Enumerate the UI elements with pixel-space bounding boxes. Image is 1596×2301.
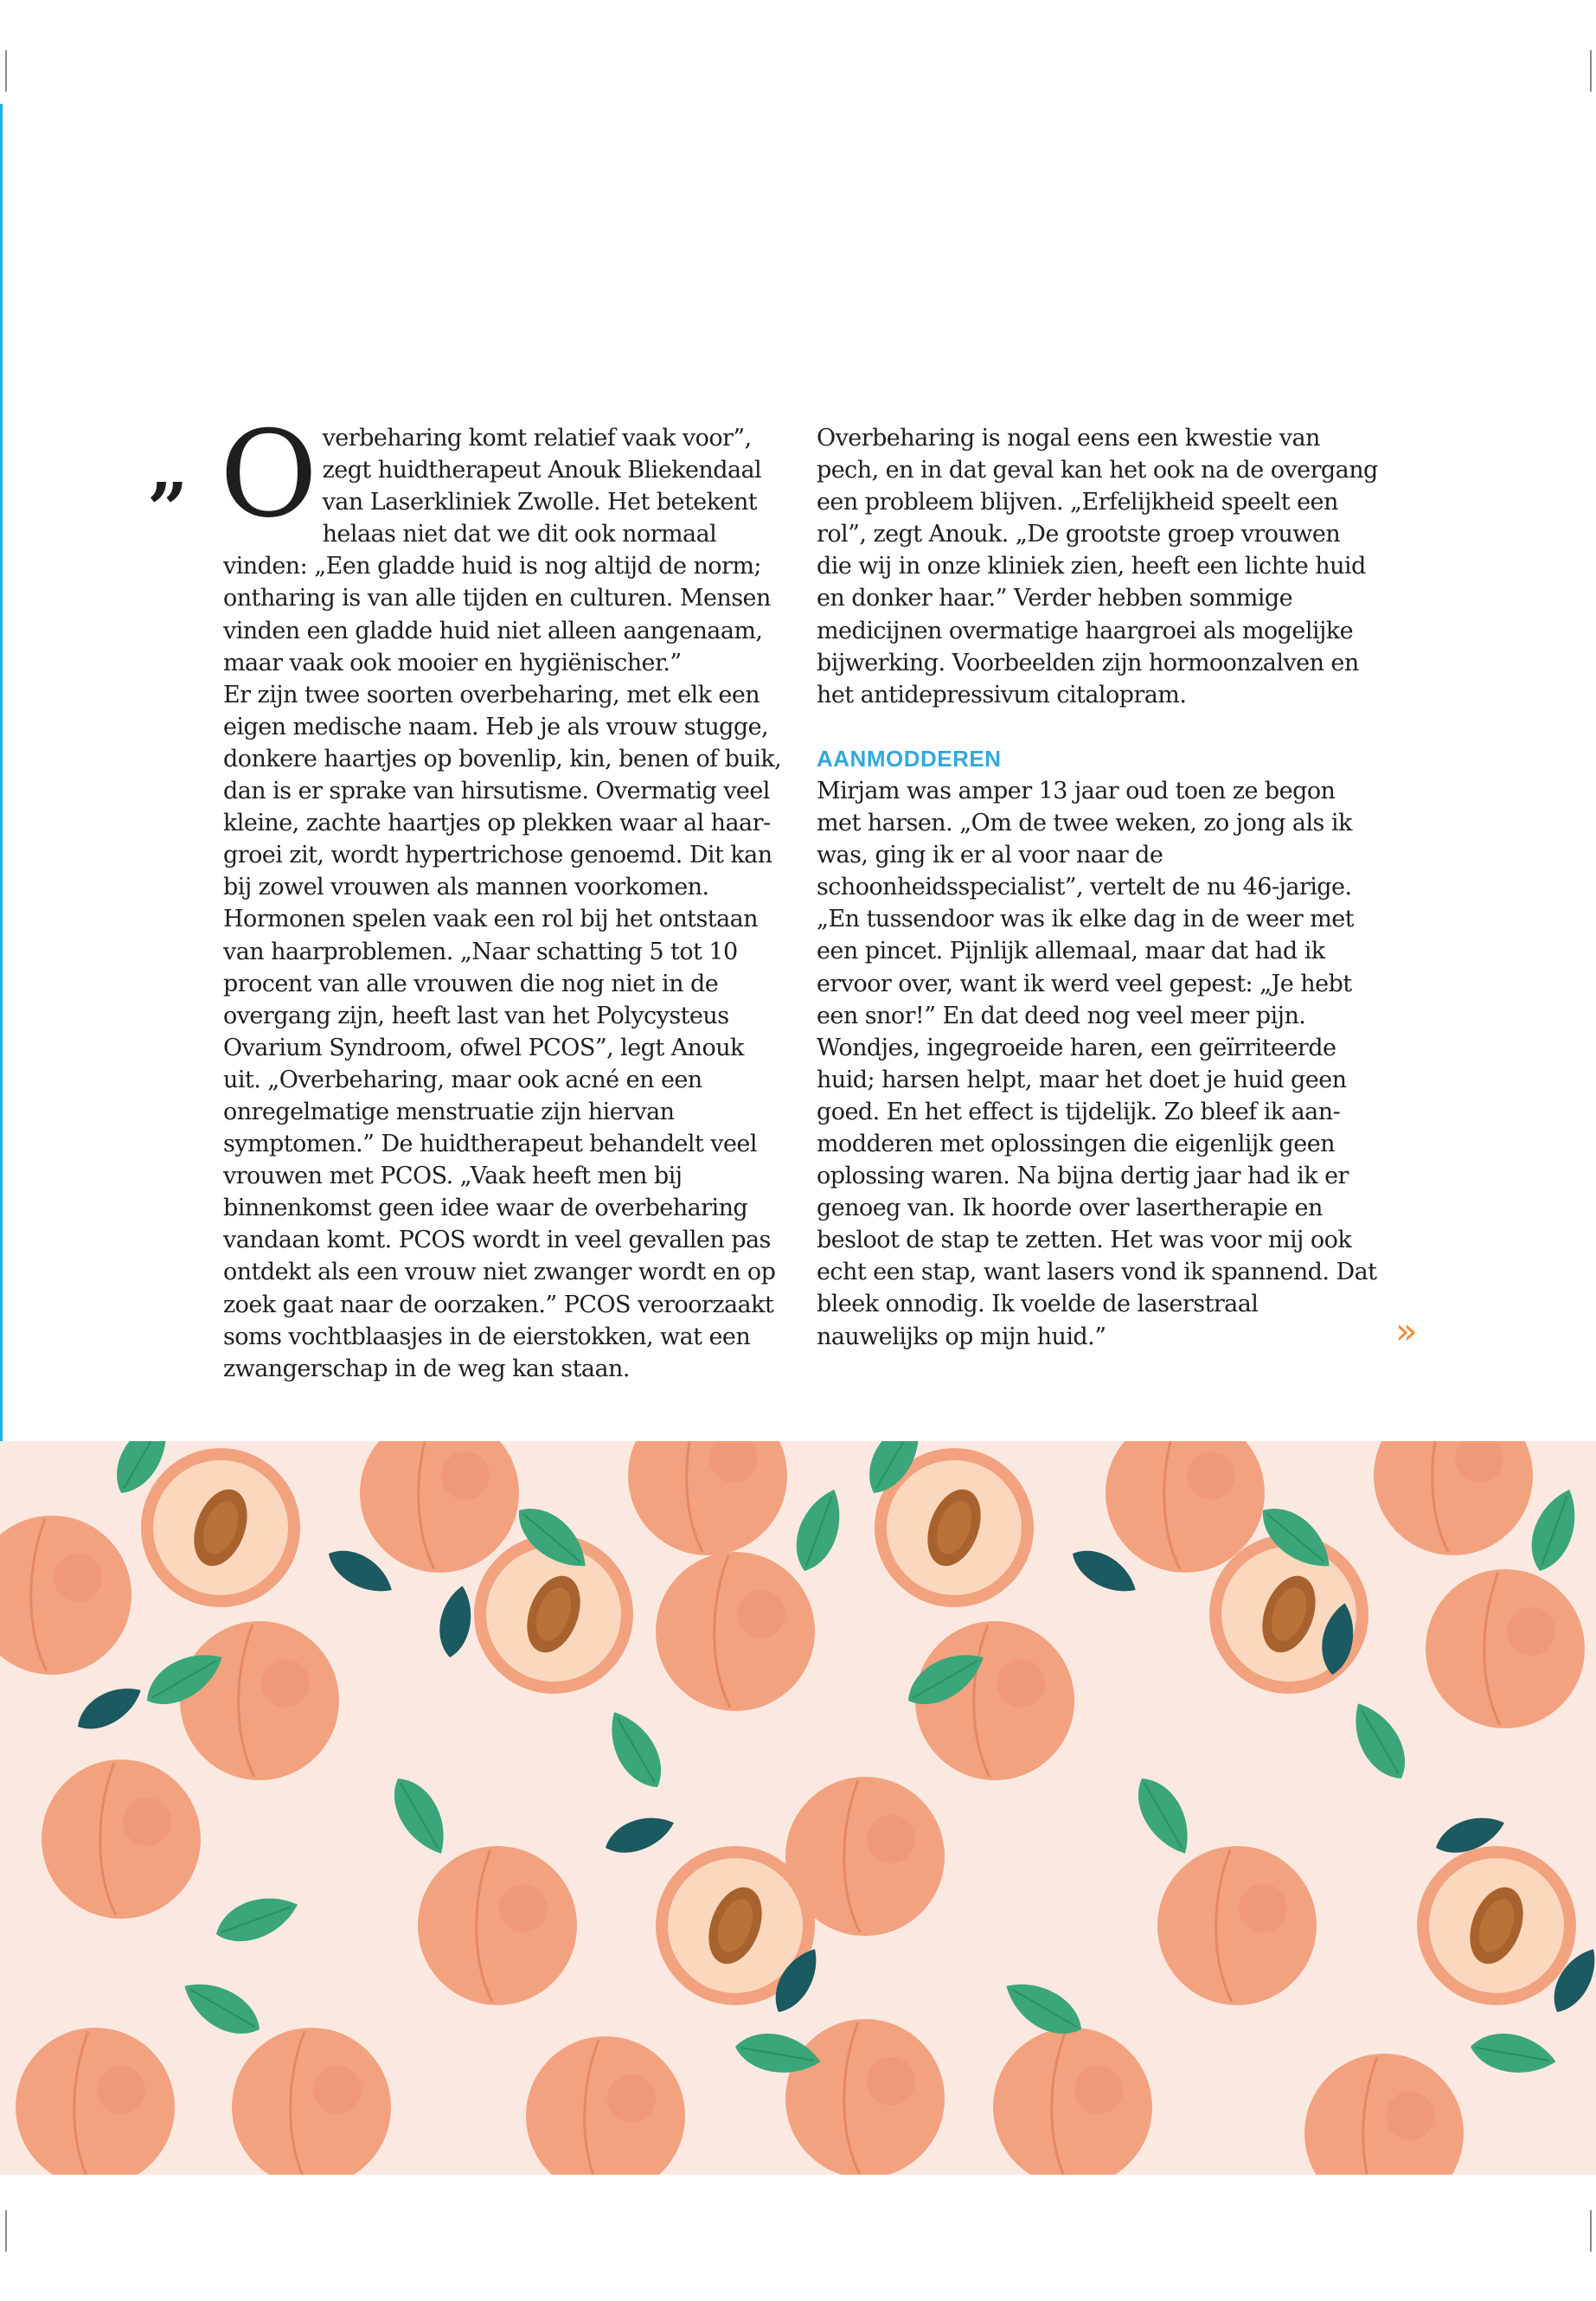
- paragraph: Mirjam was amper 13 jaar oud toen ze begon met harsen. „Om de twee weken, zo jong als ik was, ging ik er al voor naar de schoonheidsspecialist”, vertelt de nu 46-jarige. „En tussendoor was ik elke dag in de weer met een pincet. Pijnlijk allemaal, maar dat had ik ervoor over, want ik werd veel gepest: „Je hebt een snor!” En dat deed nog veel meer pijn.: [817, 777, 1354, 1029]
- paragraph: Er zijn twee soorten overbeharing, met elk een eigen medische naam. Heb je als vrouw stugge, donkere haartjes op bovenlip, kin, benen of buik, dan is er sprake van hirsutisme. Overmatig veel kleine, zachte haartjes op plekken waar al haargroei zit, wordt hypertrichose genoemd. Dit kan bij zowel vrouwen als mannen voorkomen. Hormonen spelen vaak een rol bij het ontstaan van haarproblemen. „Naar schatting 5 tot 10 procent van alle vrouwen die nog niet in de overgang zijn, heeft last van het Polycysteus Ovarium Syndroom, ofwel PCOS”, legt Anouk uit. „Overbeharing, maar ook acné en een onregelmatige menstruatie zijn hiervan symptomen.” De huidtherapeut behandelt veel vrouwen met PCOS. „Vaak heeft men bij binnenkomst geen idee waar de overbeharing vandaan komt. PCOS wordt in veel gevallen pas ontdekt als een vrouw niet zwanger wordt en op zoek gaat naar de oorzaken.” PCOS veroorzaakt soms vochtblaasjes in de eierstokken, wat een zwangerschap in de weg kan staan.: [223, 681, 782, 1382]
- paragraph: Overbeharing is nogal eens een kwestie van pech, en in dat geval kan het ook na de overgang een probleem blijven. „Erfelijkheid speelt een rol”, zegt Anouk. „De grootste groep vrouwen die wij in onze kliniek zien, heeft een lichte huid en donker haar.” Verder hebben sommige medicijnen overmatige haargroei als mogelijke bijwerking. Voorbeelden zijn hormoonzalven en het antidepressivum citalopram.: [817, 425, 1378, 708]
- paragraph: [220, 405, 784, 679]
- drop-cap: O: [220, 405, 317, 544]
- quote-icon: ”: [147, 468, 189, 551]
- paragraph: Wondjes, ingegroeide haren, een geïrriteerde huid; harsen helpt, maar het doet je huid geen goed. En het effect is tijdelijk. Zo bleef ik aanmodderen met oplossingen die eigenlijk geen oplossing waren. Na bijna dertig jaar had ik er genoeg van. Ik hoorde over lasertherapie en besloot de stap te zetten. Het was voor mij ook echt een stap, want lasers vond ik spannend. Dat bleek onnodig. Ik voelde de laserstraal nauwelijks op mijn huid.”: [817, 1034, 1377, 1350]
- article-body: [220, 405, 1426, 1382]
- peach-pattern-illustration: [0, 1441, 1596, 2175]
- article-column-right: [817, 422, 1379, 1353]
- crop-mark-bottom-right: [1590, 2210, 1592, 2252]
- paragraph-text: verbeharing komt relatief vaak voor”, zegt huidtherapeut Anouk Bliekendaal van Laserkliniek Zwolle. Het betekent helaas niet dat we dit ook normaal vinden: „Een gladde huid is nog altijd de norm; ontharing is van alle tijden en culturen. Mensen vinden een gladde huid niet alleen aangenaam, maar vaak ook mooier en hygiënischer.”: [223, 425, 771, 676]
- peach-pattern-svg: [0, 1441, 1596, 2175]
- continue-arrow-icon: »: [1395, 1310, 1418, 1352]
- section-heading: AANMODDEREN: [817, 745, 1002, 772]
- crop-mark-bottom-left: [5, 2210, 7, 2252]
- crop-mark-top-left: [5, 50, 7, 92]
- article-column-left: [220, 405, 784, 1385]
- paragraph-gap: [817, 711, 1379, 743]
- crop-mark-top-right: [1590, 50, 1592, 92]
- page-edge-bar: [0, 104, 3, 1453]
